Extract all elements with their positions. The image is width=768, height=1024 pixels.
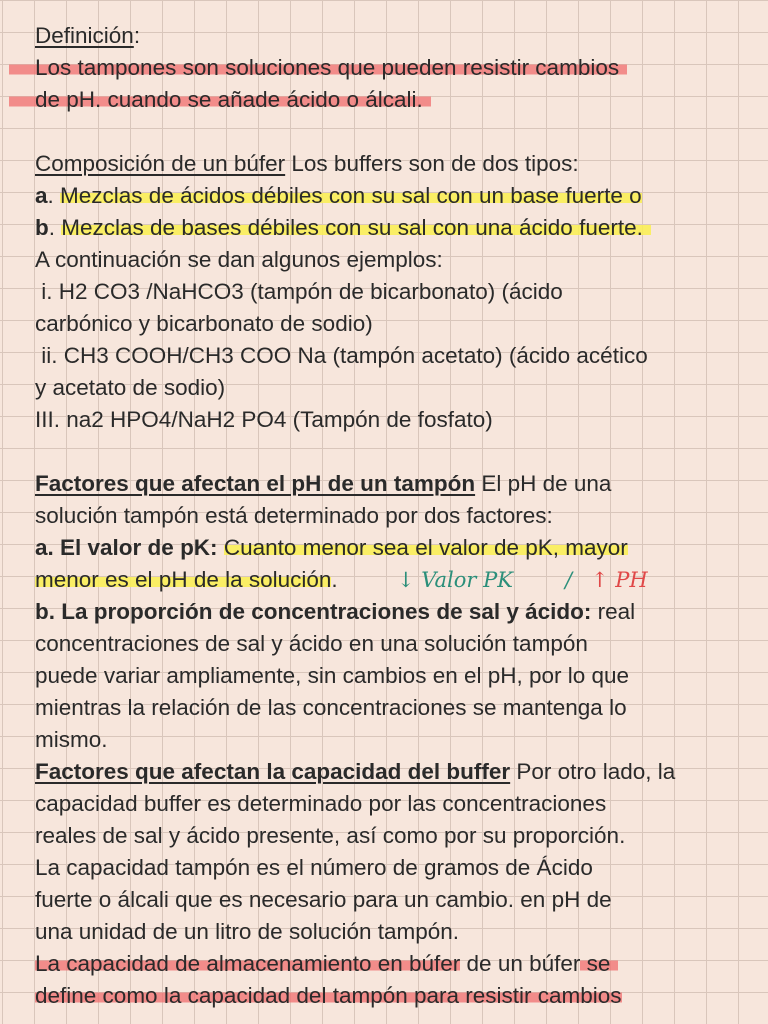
- spacer: [35, 116, 745, 148]
- composition-item-a: [35, 180, 745, 212]
- composition-heading-line: [35, 148, 745, 180]
- definition-text-1: Los tampones son soluciones que pueden resistir cambios: [9, 55, 627, 80]
- note-page: [35, 20, 745, 1012]
- capacity-line-8: [35, 980, 745, 1012]
- capacity-highlight-3: define como la capacidad del tampón para resistir cambios: [35, 983, 622, 1008]
- factor-a-highlight-1: Cuanto menor sea el valor de pK, mayor: [223, 535, 628, 560]
- definition-line-2: [35, 84, 745, 116]
- item-a-text: Mezclas de ácidos débiles con su sal con un base fuerte o: [60, 183, 642, 208]
- capacity-line-7: [35, 948, 745, 980]
- ph-factors-heading-line: [35, 468, 745, 500]
- item-b-label: b: [35, 215, 49, 240]
- example-2-line-2: y acetato de sodio): [35, 375, 226, 400]
- factor-a-period: .: [331, 567, 338, 592]
- ph-factor-b: [35, 596, 745, 628]
- factor-b-line-4: mientras la relación de las concentraciones se mantenga lo: [35, 695, 627, 720]
- factor-b-line-5: mismo.: [35, 727, 108, 752]
- examples-intro: A continuación se dan algunos ejemplos:: [35, 247, 443, 272]
- handwritten-high-ph: ↑ PH: [591, 568, 648, 592]
- item-b-text: Mezclas de bases débiles con su sal con una ácido fuerte.: [61, 215, 651, 240]
- example-1-line-1: i. H2 CO3 /NaHCO3 (tampón de bicarbonato) (ácido: [35, 279, 563, 304]
- ph-factor-a-line-2: [35, 564, 745, 596]
- example-1-line-2: carbónico y bicarbonato de sodio): [35, 311, 373, 336]
- factor-b-title: . La proporción de concentraciones de sal y ácido:: [48, 599, 592, 624]
- item-a-label: a: [35, 183, 48, 208]
- definition-line-1: [35, 52, 745, 84]
- factor-b-rest: real: [591, 599, 636, 624]
- item-a-dot: .: [47, 183, 61, 208]
- item-b-dot: .: [48, 215, 62, 240]
- factor-b-line-3: puede variar ampliamente, sin cambios en el pH, por lo que: [35, 663, 630, 688]
- ph-factors-intro-2: solución tampón está determinado por dos factores:: [35, 503, 553, 528]
- composition-item-b: [35, 212, 745, 244]
- composition-intro: Los buffers son de dos tipos:: [285, 151, 579, 176]
- capacity-highlight-1: La capacidad de almacenamiento en búfer: [35, 951, 461, 976]
- capacity-line-5: fuerte o álcali que es necesario para un cambio. en pH de: [35, 887, 612, 912]
- factor-a-label: a: [35, 535, 48, 560]
- factor-a-highlight-2: menor es el pH de la solución: [35, 567, 332, 592]
- definition-heading: Definición: [35, 23, 134, 48]
- factor-b-line-2: concentraciones de sal y ácido en una solución tampón: [35, 631, 588, 656]
- definition-text-2: de pH. cuando se añade ácido o álcali.: [9, 87, 431, 112]
- composition-heading: Composición de un búfer: [35, 151, 286, 176]
- ph-factor-a: [35, 532, 745, 564]
- capacity-line-7-mid: de un búfer: [460, 951, 581, 976]
- capacity-heading: Factores que afectan la capacidad del buffer: [35, 759, 511, 784]
- definition-colon: :: [133, 23, 141, 48]
- capacity-line-6: una unidad de un litro de solución tampón.: [35, 919, 460, 944]
- handwritten-low-pk: ↓ Valor PK: [397, 568, 513, 592]
- definition-heading-line: [35, 20, 745, 52]
- capacity-line-2: capacidad buffer es determinado por las concentraciones: [35, 791, 607, 816]
- spacer: [35, 436, 745, 468]
- capacity-line-4: La capacidad tampón es el número de gramos de Ácido: [35, 855, 593, 880]
- capacity-line-3: reales de sal y ácido presente, así como por su proporción.: [35, 823, 626, 848]
- factor-a-title: . El valor de pK:: [47, 535, 218, 560]
- ph-factors-intro: El pH de una: [475, 471, 612, 496]
- factor-b-label: b: [35, 599, 49, 624]
- capacity-intro: Por otro lado, la: [510, 759, 676, 784]
- example-3: III. na2 HPO4/NaH2 PO4 (Tampón de fosfato): [35, 407, 493, 432]
- ph-factors-heading: Factores que afectan el pH de un tampón: [35, 471, 476, 496]
- capacity-heading-line: [35, 756, 745, 788]
- example-2-line-1: ii. CH3 COOH/CH3 COO Na (tampón acetato) (ácido acético: [35, 343, 648, 368]
- handwritten-slash: /: [565, 568, 573, 592]
- capacity-highlight-2: se: [580, 951, 618, 976]
